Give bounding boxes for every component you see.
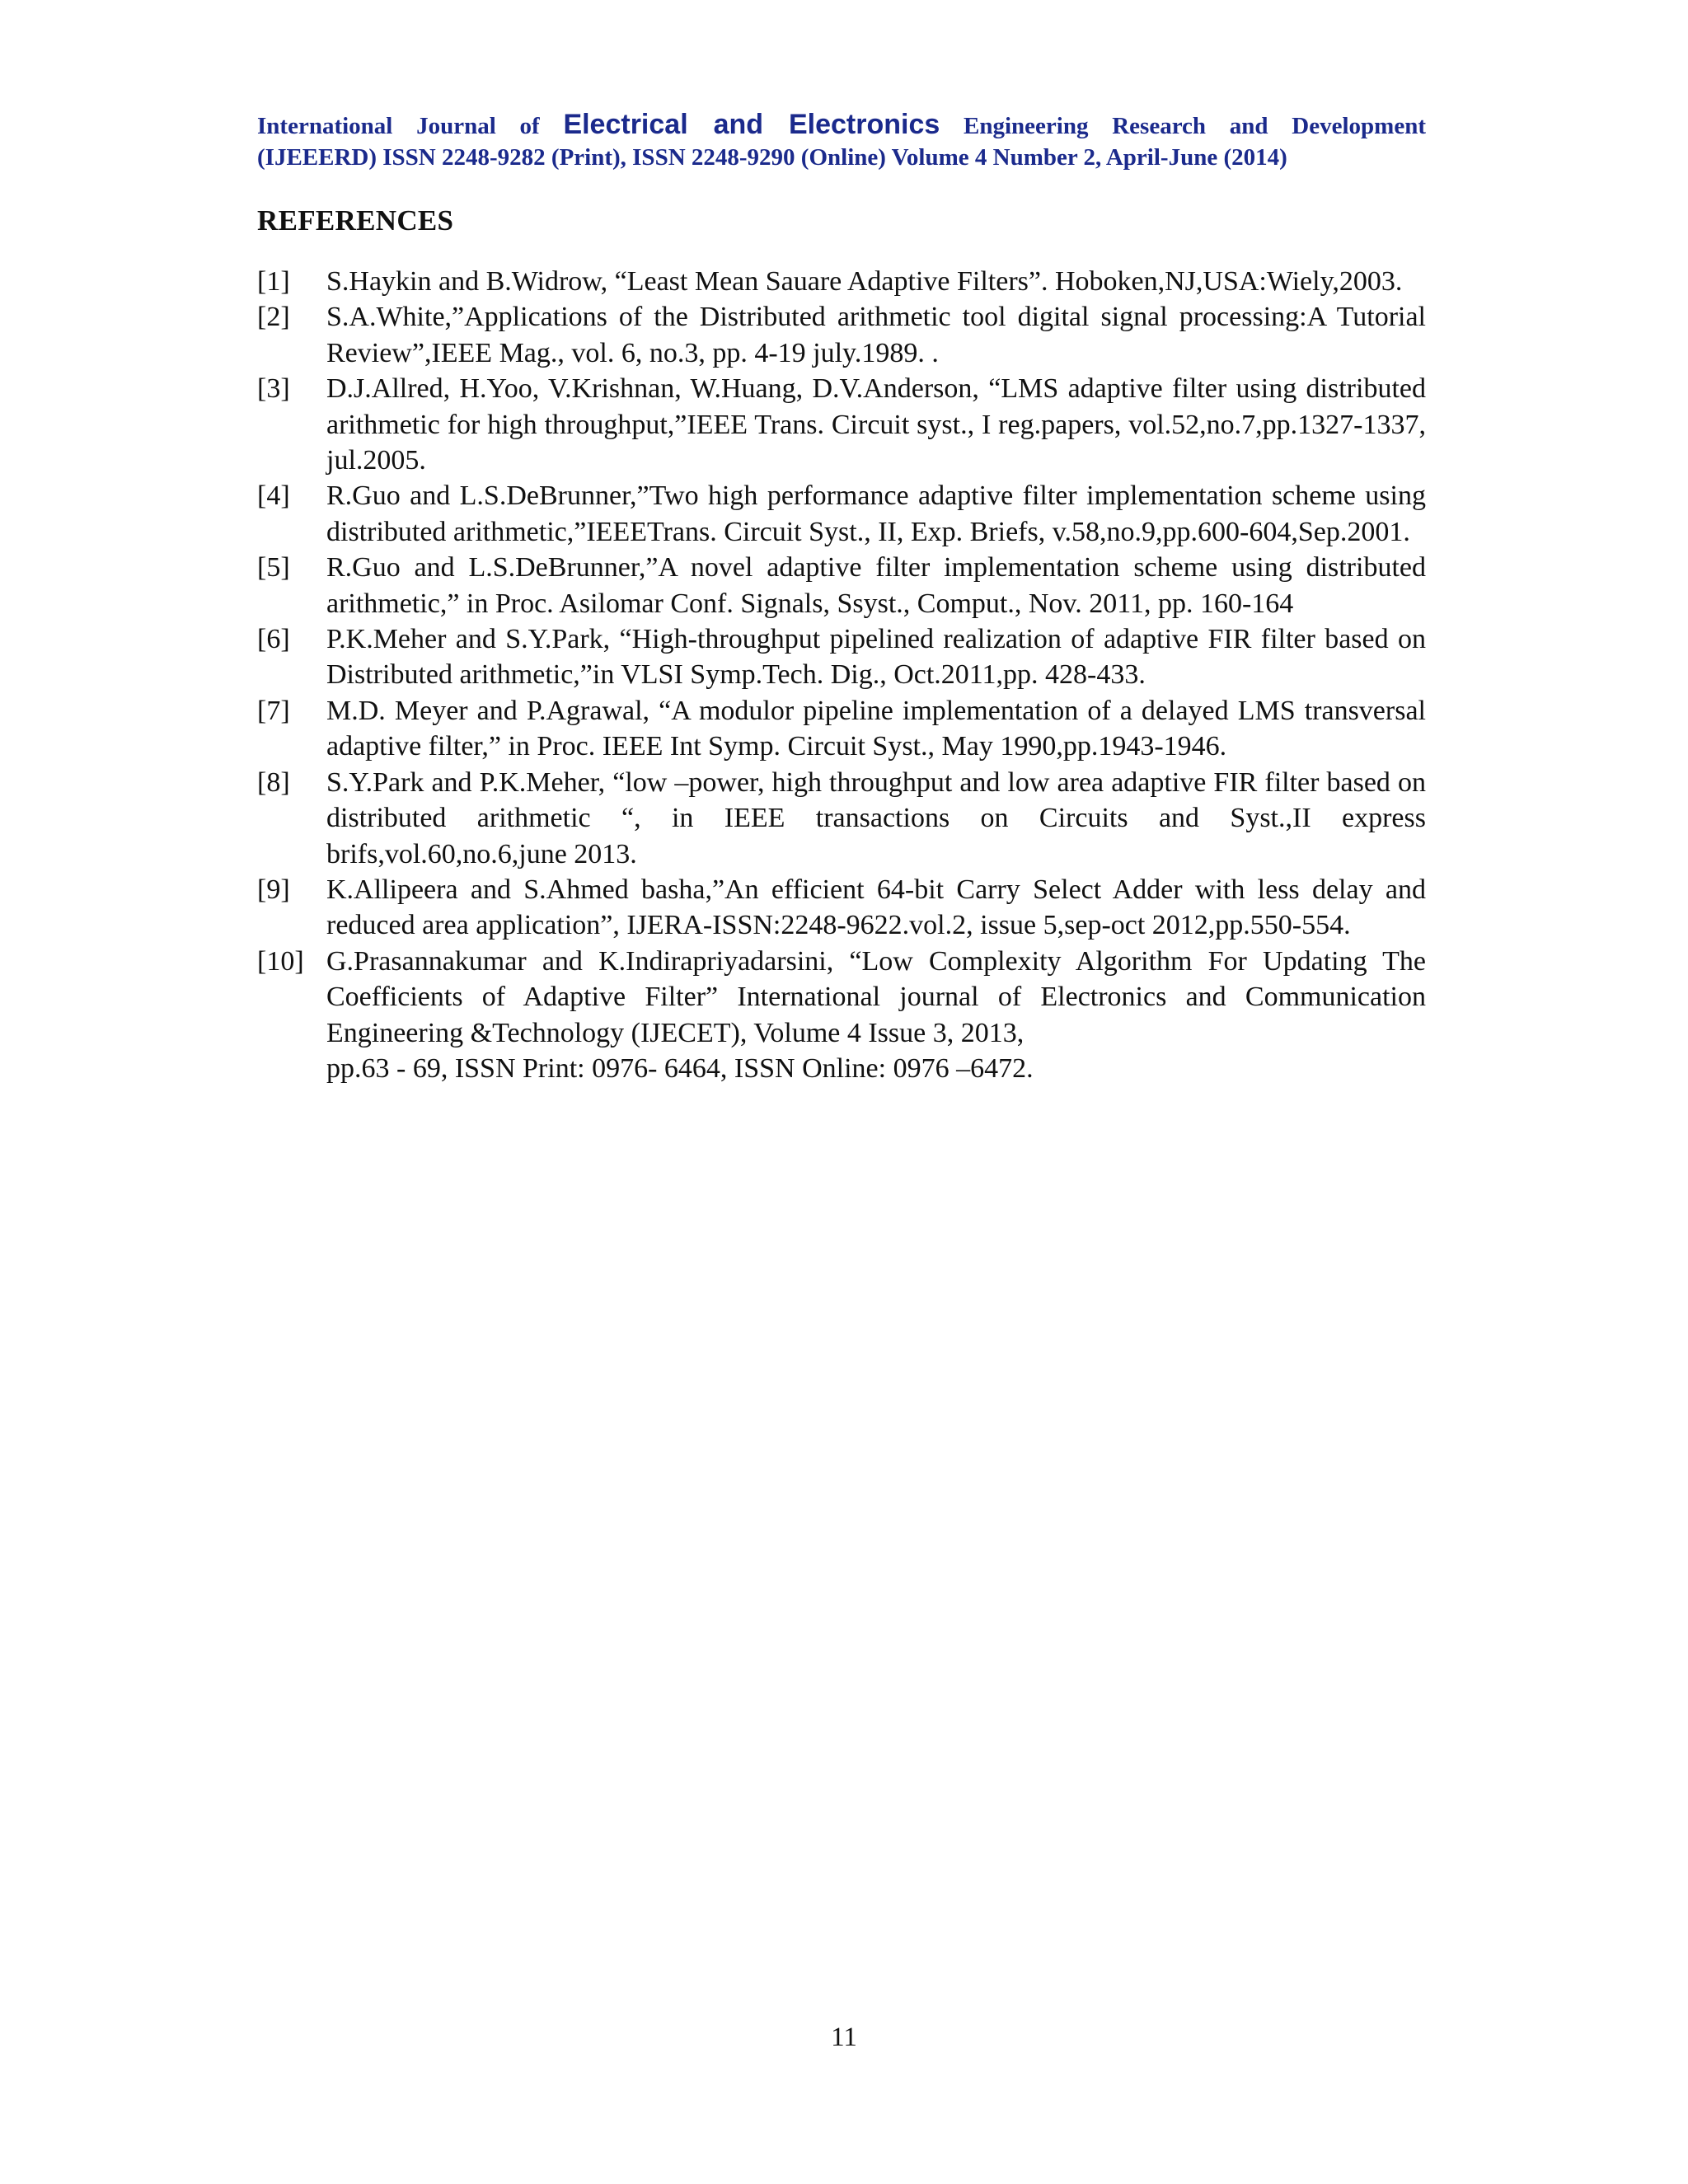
journal-name-part2: Engineering Research and Development — [940, 113, 1426, 139]
reference-number: [7] — [257, 695, 290, 726]
reference-text: K.Allipeera and S.Ahmed basha,”An efficient 64-bit Carry Select Adder with less delay and reduced area application”, IJERA-ISSN:2248-9622.vol.2, issue 5,sep-oct 2012,pp.550-554. — [326, 874, 1426, 941]
page-number: 11 — [831, 2022, 857, 2052]
reference-text-continuation: pp.63 - 69, ISSN Print: 0976- 6464, ISSN Online: 0976 –6472. — [326, 1052, 1034, 1084]
reference-item-3 — [257, 371, 1426, 478]
reference-text: S.Y.Park and P.K.Meher, “low –power, high throughput and low area adaptive FIR filter based on distributed arithmetic “, in IEEE transactions on Circuits and Syst.,II express brifs,vol.60,no.6,june 2013. — [326, 766, 1426, 869]
reference-number: [5] — [257, 552, 290, 583]
page-content — [257, 109, 1426, 1086]
reference-number: [6] — [257, 624, 290, 655]
reference-item-5 — [257, 550, 1426, 621]
reference-number: [2] — [257, 302, 290, 333]
reference-text: S.A.White,”Applications of the Distributed arithmetic tool digital signal processing:A Tutorial Review”,IEEE Mag., vol. 6, no.3, pp. 4-19 july.1989. . — [326, 302, 1426, 368]
reference-item-1 — [257, 264, 1426, 299]
journal-header-line1 — [257, 109, 1426, 142]
reference-item-4 — [257, 478, 1426, 550]
reference-text: P.K.Meher and S.Y.Park, “High-throughput pipelined realization of adaptive FIR filter based on Distributed arithmetic,”in VLSI Symp.Tech. Dig., Oct.2011,pp. 428-433. — [326, 624, 1426, 691]
reference-item-8 — [257, 765, 1426, 872]
journal-name-emphasis: Electrical and Electronics — [563, 109, 940, 140]
journal-header — [257, 109, 1426, 173]
reference-text: D.J.Allred, H.Yoo, V.Krishnan, W.Huang, D.V.Anderson, “LMS adaptive filter using distributed arithmetic for high throughput,”IEEE Trans. Circuit syst., I reg.papers, vol.52,no.7,pp.1327-1337, jul.2005. — [326, 373, 1426, 476]
reference-item-10 — [257, 944, 1426, 1087]
journal-name-part1: International Journal of — [257, 113, 564, 139]
reference-number: [8] — [257, 766, 290, 798]
reference-text: G.Prasannakumar and K.Indirapriyadarsini, “Low Complexity Algorithm For Updating The Coefficients of Adaptive Filter” International journal of Electronics and Communication Engineering &Technology (IJECET), Volume 4 Issue 3, 2013, — [326, 945, 1426, 1048]
reference-number: [3] — [257, 373, 290, 405]
section-title: REFERENCES — [257, 204, 454, 237]
reference-list — [257, 264, 1426, 1086]
reference-item-2 — [257, 299, 1426, 371]
reference-text: M.D. Meyer and P.Agrawal, “A modulor pipeline implementation of a delayed LMS transversal adaptive filter,” in Proc. IEEE Int Symp. Circuit Syst., May 1990,pp.1943-1946. — [326, 695, 1426, 762]
reference-item-7 — [257, 693, 1426, 765]
reference-number: [10] — [257, 945, 304, 977]
journal-header-line2: (IJEEERD) ISSN 2248-9282 (Print), ISSN 2248-9290 (Online) Volume 4 Number 2, April-June (2014) — [257, 144, 1287, 171]
reference-number: [1] — [257, 266, 290, 297]
reference-number: [9] — [257, 874, 290, 905]
reference-text: R.Guo and L.S.DeBrunner,”A novel adaptive filter implementation scheme using distributed arithmetic,” in Proc. Asilomar Conf. Signals, Ssyst., Comput., Nov. 2011, pp. 160-164 — [326, 552, 1426, 619]
reference-text: R.Guo and L.S.DeBrunner,”Two high performance adaptive filter implementation scheme using distributed arithmetic,”IEEETrans. Circuit Syst., II, Exp. Briefs, v.58,no.9,pp.600-604,Sep.2001. — [326, 480, 1426, 547]
reference-number: [4] — [257, 480, 290, 512]
reference-item-9 — [257, 872, 1426, 944]
reference-text: S.Haykin and B.Widrow, “Least Mean Sauare Adaptive Filters”. Hoboken,NJ,USA:Wiely,2003. — [326, 266, 1403, 297]
reference-text-wrapper — [326, 944, 1426, 1087]
reference-item-6 — [257, 621, 1426, 693]
